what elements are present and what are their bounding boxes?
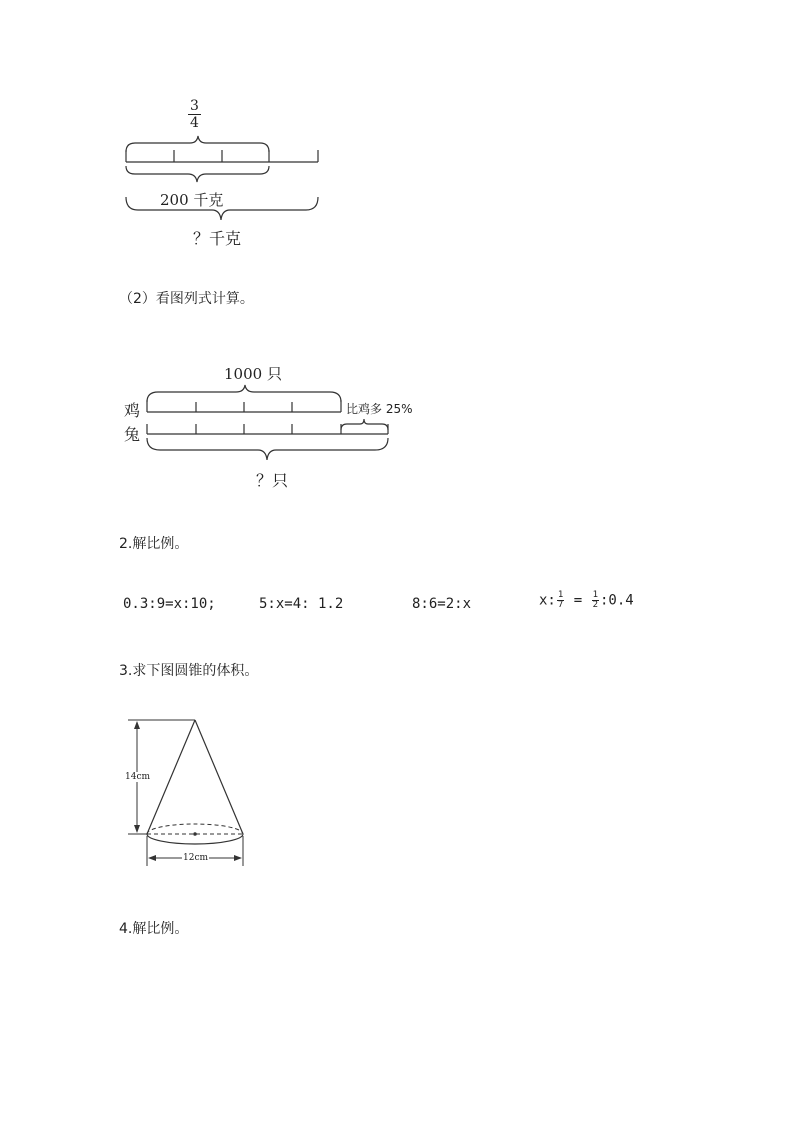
problem-4 — [539, 591, 634, 610]
cone-height-label: 14cm — [125, 772, 151, 782]
problem-4-eq: = — [565, 592, 591, 609]
problem-3: 8:6=2:x — [412, 596, 472, 612]
diagram1-part-label: 200 千克 — [160, 191, 224, 209]
diameter-arrow-left — [148, 855, 156, 861]
section2-title: 2.解比例。 — [119, 536, 189, 552]
frac2-num: 1 — [592, 590, 598, 600]
extra-label: 比鸡多 25% — [346, 402, 413, 416]
fraction-numerator: 3 — [190, 98, 199, 114]
diagram1-fraction — [188, 98, 201, 131]
rabbit-label: 兔 — [124, 425, 141, 444]
diagram2-whole-label: ？只 — [256, 471, 289, 490]
cone-left-side — [147, 720, 195, 834]
problem-4-prefix: x: — [539, 592, 556, 609]
height-arrow-top — [134, 721, 140, 729]
frac1-num: 1 — [557, 590, 564, 600]
part-brace — [126, 166, 269, 182]
section4-title: 4.解比例。 — [119, 921, 189, 937]
section3-title: 3.求下图圆锥的体积。 — [119, 663, 259, 679]
extra-brace — [341, 419, 388, 430]
problem-2: 5:x=4: 1.2 — [259, 596, 344, 612]
fraction-denominator: 4 — [190, 115, 199, 131]
problem-4-suffix: :0.4 — [600, 592, 634, 609]
frac2-den: 2 — [592, 600, 598, 610]
fraction-1-2 — [592, 591, 599, 610]
total-brace — [147, 385, 341, 402]
rabbit-whole-brace — [147, 438, 388, 460]
cone-base-front — [147, 834, 243, 844]
top-brace — [126, 136, 269, 152]
problem-1: 0.3:9=x:10; — [123, 596, 216, 612]
diagram1-whole-label: ？千克 — [193, 229, 242, 248]
frac1-den: 7 — [557, 600, 564, 610]
chicken-label: 鸡 — [124, 401, 141, 420]
cone-right-side — [195, 720, 243, 834]
cone-center-dot — [193, 832, 197, 836]
cone-base-back — [147, 824, 243, 834]
cone-diameter-label: 12cm — [183, 853, 209, 863]
q2-label: （2）看图列式计算。 — [119, 291, 254, 307]
diameter-arrow-right — [234, 855, 242, 861]
fraction-1-7 — [557, 591, 564, 610]
height-arrow-bottom — [134, 825, 140, 833]
diagram2-total-label: 1000 只 — [224, 365, 282, 383]
